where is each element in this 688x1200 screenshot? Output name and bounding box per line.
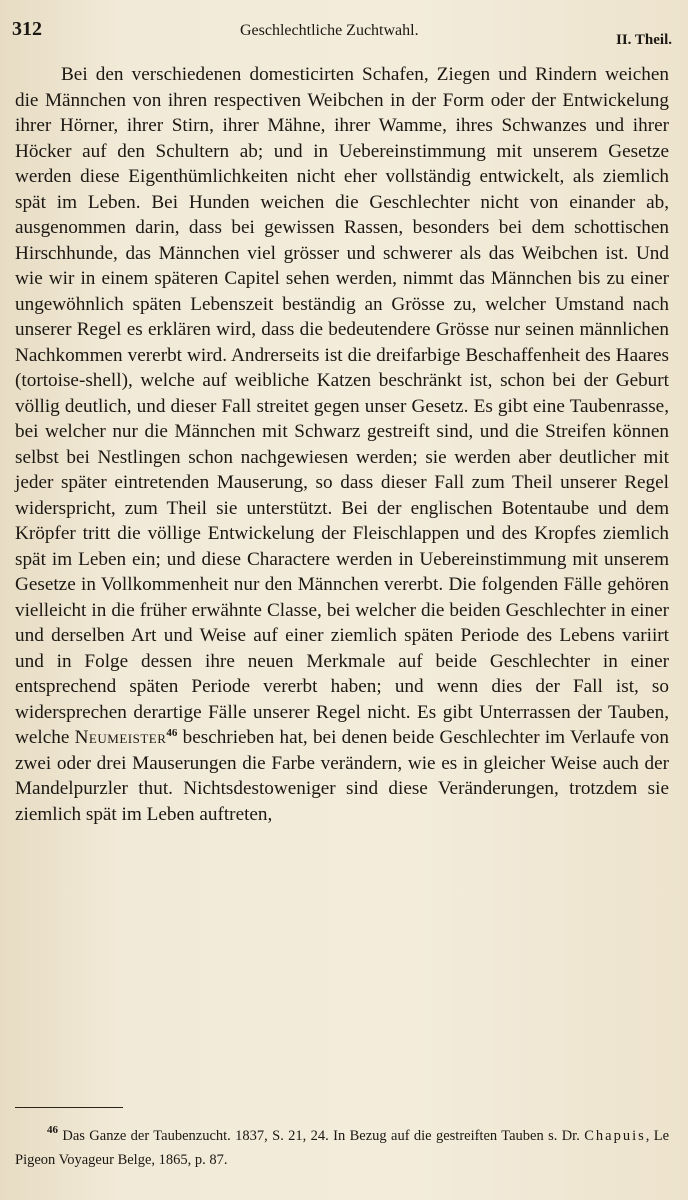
- footnote-author: Chapuis: [584, 1128, 646, 1144]
- body-text-end: beschrieben hat, bei denen beide Geschlechter im Verlaufe von zwei oder drei Mauserungen die Farbe verändern, wie es in gleicher Weise auch der Mandelpurzler thut. Nichtsdestoweniger sind diese Veränderungen, trotzdem sie ziemlich spät im Leben auftreten,: [15, 727, 669, 825]
- footnote-text-end: , Le Pigeon Voyageur Belge, 1865, p. 87.: [15, 1128, 670, 1168]
- footnote-divider: [15, 1107, 123, 1108]
- page-header: [12, 18, 672, 50]
- body-text-start: Bei den verschiedenen domesticirten Schafen, Ziegen und Rindern weichen die Männchen von ihren respectiven Weibchen in der Form oder der Entwickelung ihrer Hörner, ihrer Stirn, ihrer Mähne, ihrer Wamme, ihres Schwanzes und ihrer Höcker auf den Schultern ab; und in Uebereinstimmung mit unserem Gesetze werden diese Eigenthümlichkeiten nicht eher vollständig entwickelt, als ziemlich spät im Leben. Bei Hunden weichen die Geschlechter nicht von einander ab, ausgenommen darin, dass bei gewissen Rassen, besonders bei dem schottischen Hirschhunde, das Männchen viel grösser und schwerer als das Weibchen ist. Und wie wir in einem späteren Capitel sehen werden, nimmt das Männchen bis zu einer ungewöhnlich späten Lebenszeit beständig an Grösse zu, welcher Umstand nach unserer Regel es erklären wird, dass die bedeutendere Grösse nur seinen männlichen Nachkommen vererbt wird. Andrerseits ist die dreifarbige Beschaffenheit des Haares (tortoise-shell), welche auf weibliche Katzen beschränkt ist, schon bei der Geburt völlig deutlich, und dieser Fall streitet gegen unser Gesetz. Es gibt eine Taubenrasse, bei welcher nur die Männchen mit Schwarz gestreift sind, und die Streifen können selbst bei Nestlingen schon nachgewiesen werden; sie werden aber deutlicher mit jeder später eintretenden Mauserung, so dass dieser Fall zum Theil unserer Regel widerspricht, zum Theil sie unterstützt. Bei der englischen Botentaube und dem Kröpfer tritt die völlige Entwickelung der Fleischlappen und des Kropfes ziemlich spät im Leben ein; und diese Charactere werden in Uebereinstimmung mit unserem Gesetze in Vollkommenheit nur den Männchen vererbt. Die folgenden Fälle gehören vielleicht in die früher erwähnte Classe, bei welcher die beiden Geschlechter in einer und derselben Art und Weise auf einer ziemlich späten Periode des Lebens variirt und in Folge dessen ihre neuen Merkmale auf beide Geschlechter in einer entsprechend späten Periode vererbt haben; und wenn dies der Fall ist, so widersprechen derartige Fälle unserer Regel nicht. Es gibt Unterrassen der Tauben, welche: [15, 64, 669, 748]
- footnote: [15, 1124, 669, 1172]
- page-number: 312: [12, 18, 42, 40]
- running-title: Geschlechtliche Zuchtwahl.: [240, 22, 419, 39]
- footnote-text-start: Das Ganze der Taubenzucht. 1837, S. 21, 24. In Bezug auf die gestreiften Tauben s. Dr.: [62, 1128, 580, 1144]
- footnote-number: 46: [47, 1124, 58, 1136]
- author-name: Neumeister: [74, 727, 167, 748]
- part-label: II. Theil.: [616, 32, 672, 48]
- footnote-reference[interactable]: 46: [166, 727, 178, 739]
- body-paragraph: [15, 62, 669, 827]
